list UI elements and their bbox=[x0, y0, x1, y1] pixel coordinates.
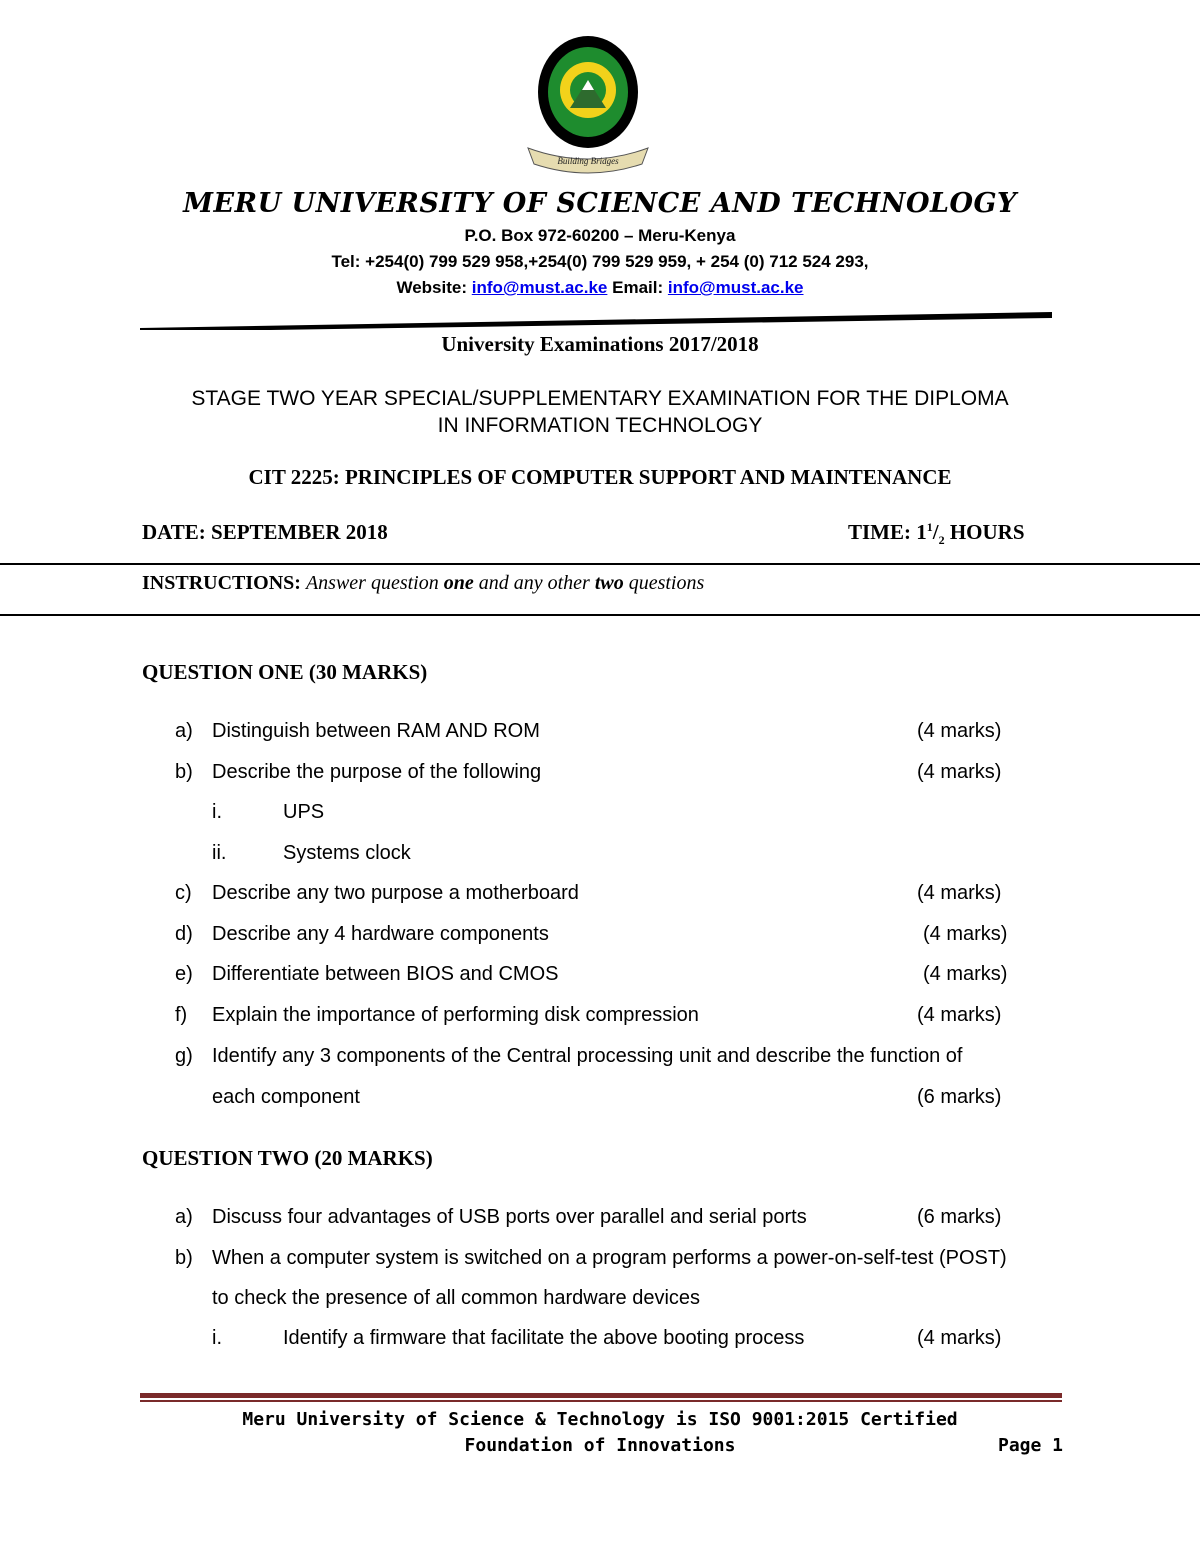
contacts bbox=[0, 278, 1200, 298]
q2-b-text: When a computer system is switched on a program performs a power-on-self-test (POST) bbox=[212, 1247, 1007, 1269]
q1-f-marks: (4 marks) bbox=[917, 1004, 1002, 1026]
po-box: P.O. Box 972-60200 – Meru-Kenya bbox=[464, 226, 736, 245]
q1-e-marks: (4 marks) bbox=[923, 963, 1008, 985]
instr-two: two bbox=[594, 572, 624, 594]
instructions-label: INSTRUCTIONS: bbox=[142, 572, 301, 594]
q1-b-text: Describe the purpose of the following bbox=[212, 761, 542, 783]
q1-b-label: b) bbox=[175, 761, 193, 783]
time-prefix: TIME: 1 bbox=[848, 520, 927, 544]
instr-part2: and any other bbox=[473, 572, 595, 594]
question-one-title: QUESTION ONE (30 MARKS) bbox=[142, 660, 428, 684]
time-suffix: HOURS bbox=[944, 520, 1025, 544]
q2-b-i-marks: (4 marks) bbox=[917, 1327, 1002, 1349]
q1-b-marks: (4 marks) bbox=[917, 761, 1002, 783]
q2-a-text: Discuss four advantages of USB ports over parallel and serial ports bbox=[212, 1206, 807, 1228]
footer-rule-thin bbox=[140, 1400, 1062, 1402]
header-divider bbox=[140, 312, 1052, 330]
q2-b-label: b) bbox=[175, 1247, 193, 1269]
university-logo bbox=[518, 30, 658, 180]
email-link[interactable]: info@must.ac.ke bbox=[667, 278, 804, 297]
q2-b-text2: to check the presence of all common hardware devices bbox=[212, 1287, 701, 1309]
exam-year: University Examinations 2017/2018 bbox=[441, 332, 759, 356]
footer-rule-thick bbox=[140, 1393, 1062, 1398]
q2-b-i-text: Identify a firmware that facilitate the above booting process bbox=[283, 1327, 805, 1349]
logo-motto: Building Bridges bbox=[557, 156, 619, 166]
q1-g-marks: (6 marks) bbox=[917, 1086, 1002, 1108]
q1-e-text: Differentiate between BIOS and CMOS bbox=[212, 963, 559, 985]
q2-b-i-label: i. bbox=[212, 1327, 222, 1349]
footer-motto: Foundation of Innovations bbox=[464, 1435, 736, 1456]
q1-d-label: d) bbox=[175, 923, 193, 945]
q1-b-i-text: UPS bbox=[283, 801, 325, 823]
q1-g-text: Identify any 3 components of the Central processing unit and describe the function of bbox=[212, 1045, 963, 1067]
q1-c-label: c) bbox=[175, 882, 192, 904]
q1-d-text: Describe any 4 hardware components bbox=[212, 923, 549, 945]
q1-c-marks: (4 marks) bbox=[917, 882, 1002, 904]
q1-b-i-label: i. bbox=[212, 801, 222, 823]
website-label: Website: bbox=[396, 278, 468, 297]
q1-g-text2: each component bbox=[212, 1086, 360, 1108]
website-link[interactable]: info@must.ac.ke bbox=[471, 278, 608, 297]
instr-one: one bbox=[443, 572, 474, 594]
course-title: CIT 2225: PRINCIPLES OF COMPUTER SUPPORT AND MAINTENANCE bbox=[248, 465, 952, 489]
divider-bottom bbox=[0, 614, 1200, 616]
q1-g-label: g) bbox=[175, 1045, 193, 1067]
q1-a-marks: (4 marks) bbox=[917, 720, 1002, 742]
exam-time bbox=[848, 520, 1025, 548]
instr-part3: questions bbox=[623, 572, 705, 594]
q1-e-label: e) bbox=[175, 963, 193, 985]
q1-d-marks: (4 marks) bbox=[923, 923, 1008, 945]
time-slash: / bbox=[932, 520, 939, 544]
page-number: Page 1 bbox=[998, 1435, 1064, 1456]
email-label: Email: bbox=[612, 278, 664, 297]
divider-top bbox=[0, 563, 1200, 565]
q2-a-label: a) bbox=[175, 1206, 193, 1228]
instructions bbox=[142, 572, 704, 595]
q1-f-text: Explain the importance of performing disk compression bbox=[212, 1004, 699, 1026]
q1-c-text: Describe any two purpose a motherboard bbox=[212, 882, 579, 904]
question-two-title: QUESTION TWO (20 MARKS) bbox=[142, 1146, 433, 1170]
exam-stage-line2: IN INFORMATION TECHNOLOGY bbox=[437, 414, 763, 437]
telephone: Tel: +254(0) 799 529 958,+254(0) 799 529 959, + 254 (0) 712 524 293, bbox=[331, 252, 869, 271]
exam-stage-line1: STAGE TWO YEAR SPECIAL/SUPPLEMENTARY EXAMINATION FOR THE DIPLOMA bbox=[191, 387, 1009, 410]
time-den: 2 bbox=[938, 533, 945, 548]
university-name: MERU UNIVERSITY OF SCIENCE AND TECHNOLOGY bbox=[183, 188, 1017, 219]
instr-part1: Answer question bbox=[305, 572, 444, 594]
q1-a-label: a) bbox=[175, 720, 193, 742]
exam-date: DATE: SEPTEMBER 2018 bbox=[142, 520, 388, 544]
q1-b-ii-text: Systems clock bbox=[283, 842, 411, 864]
q1-a-text: Distinguish between RAM AND ROM bbox=[212, 720, 540, 742]
q2-a-marks: (6 marks) bbox=[917, 1206, 1002, 1228]
exam-stage bbox=[0, 385, 1200, 439]
q1-f-label: f) bbox=[175, 1004, 188, 1026]
time-num: 1 bbox=[926, 520, 933, 534]
q1-b-ii-label: ii. bbox=[212, 842, 227, 864]
footer-certification: Meru University of Science & Technology is ISO 9001:2015 Certified bbox=[242, 1409, 958, 1430]
